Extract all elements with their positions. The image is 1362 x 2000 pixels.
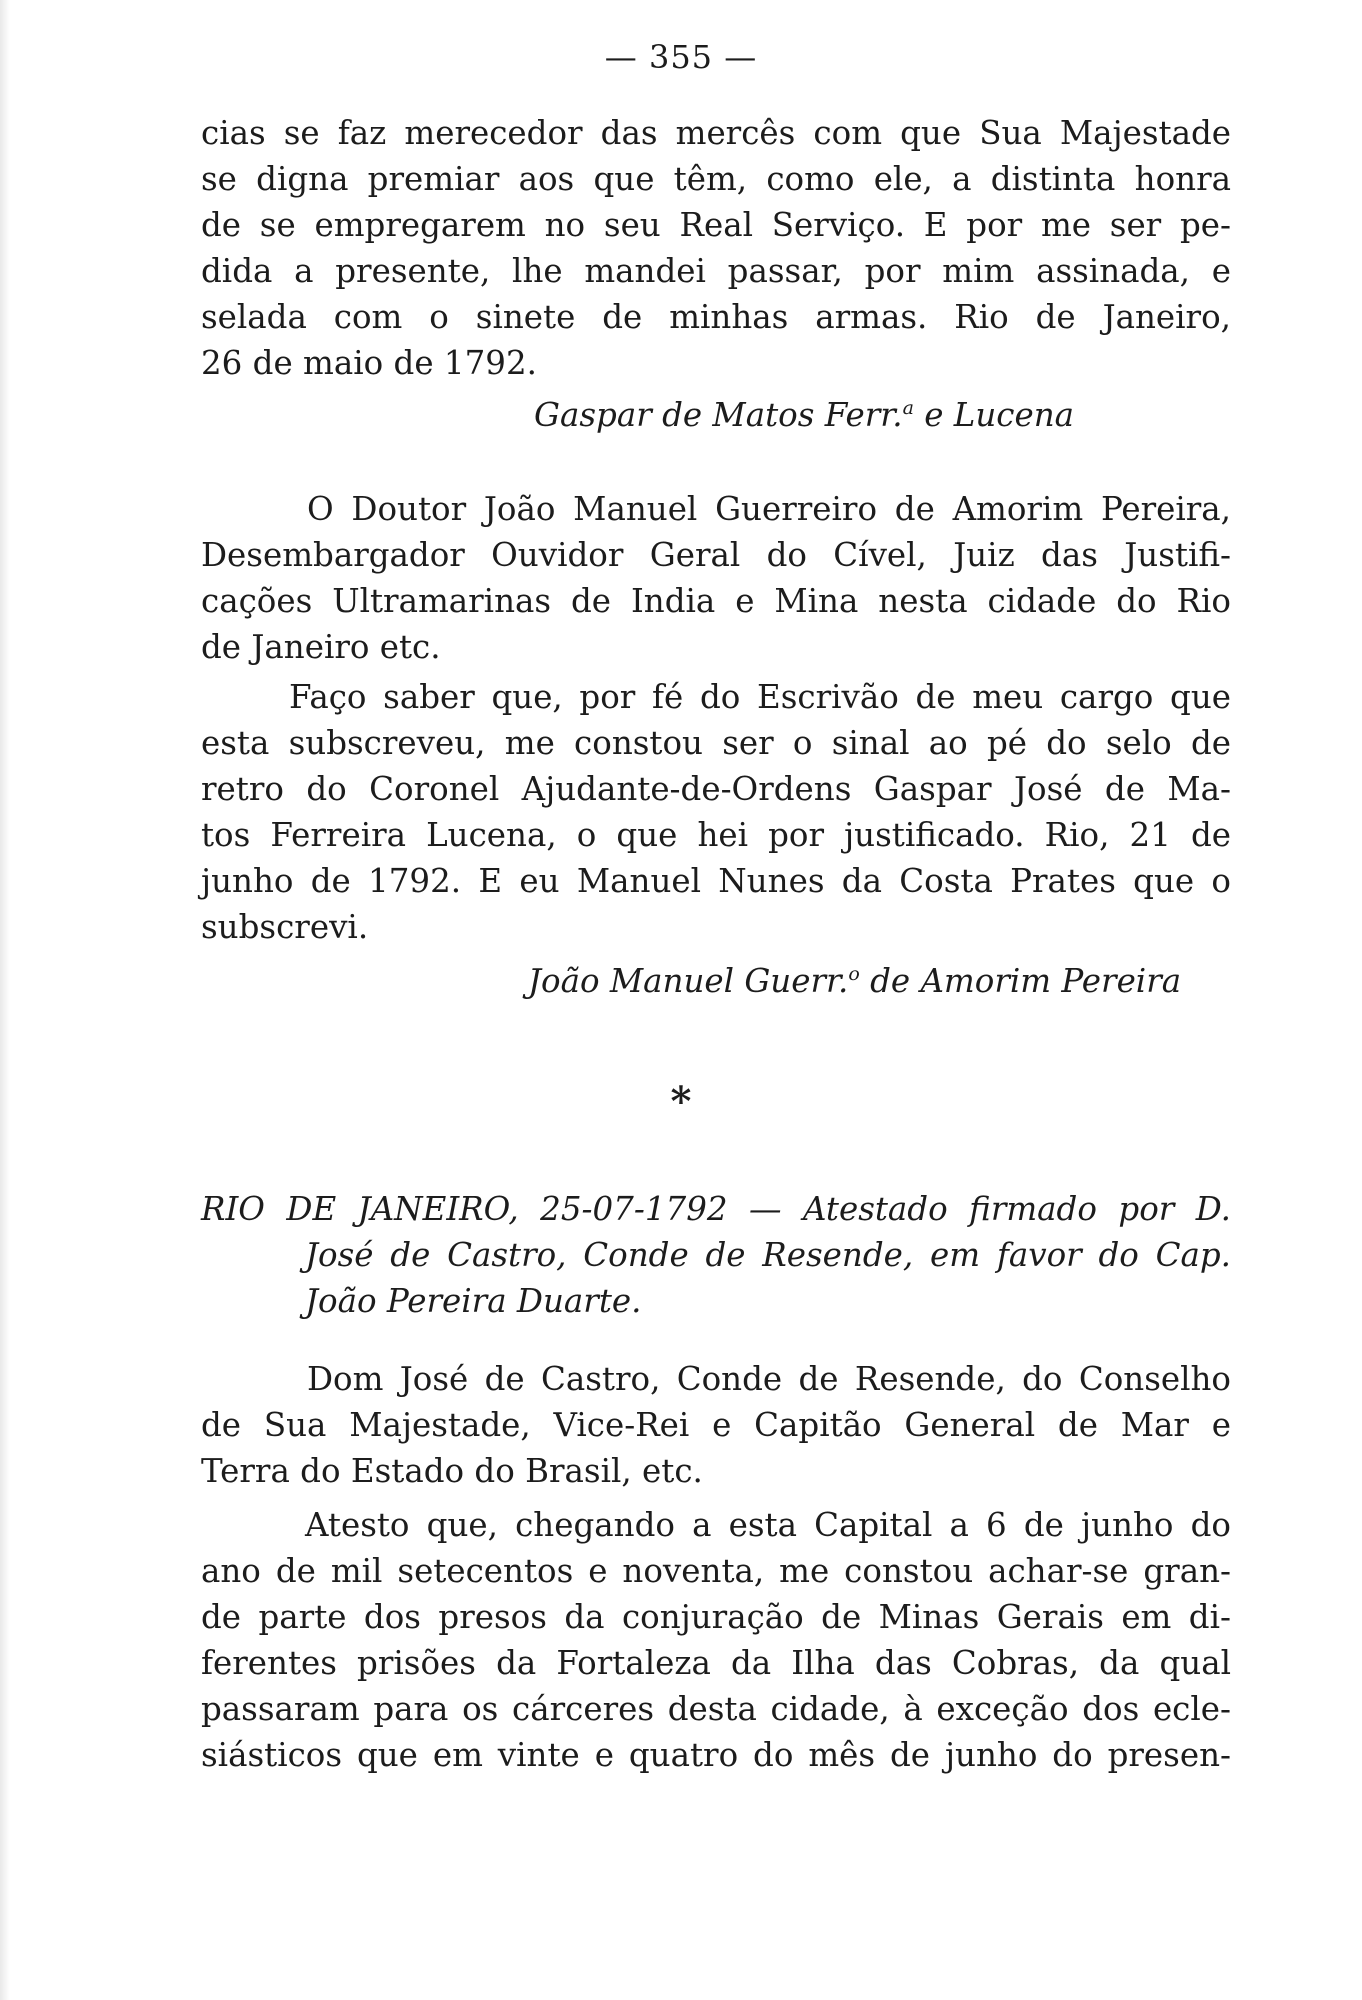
text-line: subscrevi. (201, 908, 369, 946)
text-line: junho de 1792. E eu Manuel Nunes da Costa Prates que o (201, 862, 1231, 900)
text-line: Desembargador Ouvidor Geral do Cível, Juiz das Justifi- (201, 536, 1231, 574)
text-line: se digna premiar aos que têm, como ele, a distinta honra (201, 160, 1231, 198)
text-line: Faço saber que, por fé do Escrivão de meu cargo que (289, 678, 1231, 716)
text-line: dida a presente, lhe mandei passar, por mim assinada, e (201, 252, 1231, 290)
text-line: cias se faz merecedor das mercês com que Sua Majestade (201, 114, 1231, 152)
paragraph-viceroy-intro (201, 1356, 1231, 1494)
text-line: siásticos que em vinte e quatro do mês de junho do presen- (201, 1736, 1231, 1774)
text-line: de parte dos presos da conjuração de Minas Gerais em di- (201, 1598, 1231, 1636)
signature-text: João Manuel Guerr. (528, 962, 849, 1000)
heading-title: Atestado firmado por D. (803, 1190, 1231, 1228)
heading-line: José de Castro, Conde de Resende, em favor do Cap. (305, 1236, 1231, 1274)
document-heading (201, 1186, 1231, 1324)
signature-superscript: a (902, 397, 914, 420)
text-line: de Sua Majestade, Vice-Rei e Capitão General de Mar e (201, 1406, 1231, 1444)
text-line: Terra do Estado do Brasil, etc. (201, 1452, 703, 1490)
signature-text: de Amorim Pereira (859, 962, 1182, 1000)
text-line: esta subscreveu, me constou ser o sinal ao pé do selo de (201, 724, 1231, 762)
text-line: cações Ultramarinas de India e Mina nesta cidade do Rio (201, 582, 1231, 620)
section-separator-asterisk: * (670, 1078, 692, 1125)
heading-dash: — (749, 1190, 782, 1228)
text-line: 26 de maio de 1792. (201, 344, 537, 382)
heading-line: João Pereira Duarte. (305, 1282, 642, 1320)
text-line: ferentes prisões da Fortaleza da Ilha das Cobras, da qual (201, 1644, 1231, 1682)
signature-superscript: o (848, 963, 860, 986)
signature-text: Gaspar de Matos Ferr. (534, 396, 903, 434)
scan-edge-shadow (0, 0, 10, 2000)
paragraph-closing-letter (201, 110, 1231, 386)
paragraph-certification (201, 674, 1231, 950)
text-line: de se empregarem no seu Real Serviço. E por me ser pe- (201, 206, 1231, 244)
page-number: — 355 — (604, 38, 758, 76)
text-line: ano de mil setecentos e noventa, me constou achar-se gran- (201, 1552, 1231, 1590)
text-line: tos Ferreira Lucena, o que hei por justificado. Rio, 21 de (201, 816, 1231, 854)
heading-line (201, 1186, 1231, 1232)
text-line: de Janeiro etc. (201, 628, 441, 666)
signature-gaspar (534, 396, 1074, 434)
paragraph-judge-intro (201, 486, 1231, 670)
signature-joao-manuel (528, 962, 1181, 1000)
paragraph-attestation (201, 1502, 1231, 1778)
text-line: O Doutor João Manuel Guerreiro de Amorim Pereira, (307, 490, 1231, 528)
text-line: passaram para os cárceres desta cidade, à exceção dos ecle- (201, 1690, 1231, 1728)
signature-text: e Lucena (913, 396, 1075, 434)
text-line: Atesto que, chegando a esta Capital a 6 de junho do (305, 1506, 1231, 1544)
text-line: Dom José de Castro, Conde de Resende, do Conselho (307, 1360, 1231, 1398)
text-line: selada com o sinete de minhas armas. Rio de Janeiro, (201, 298, 1231, 336)
heading-place-date: RIO DE JANEIRO, 25-07-1792 (201, 1190, 728, 1228)
text-line: retro do Coronel Ajudante-de-Ordens Gaspar José de Ma- (201, 770, 1231, 808)
